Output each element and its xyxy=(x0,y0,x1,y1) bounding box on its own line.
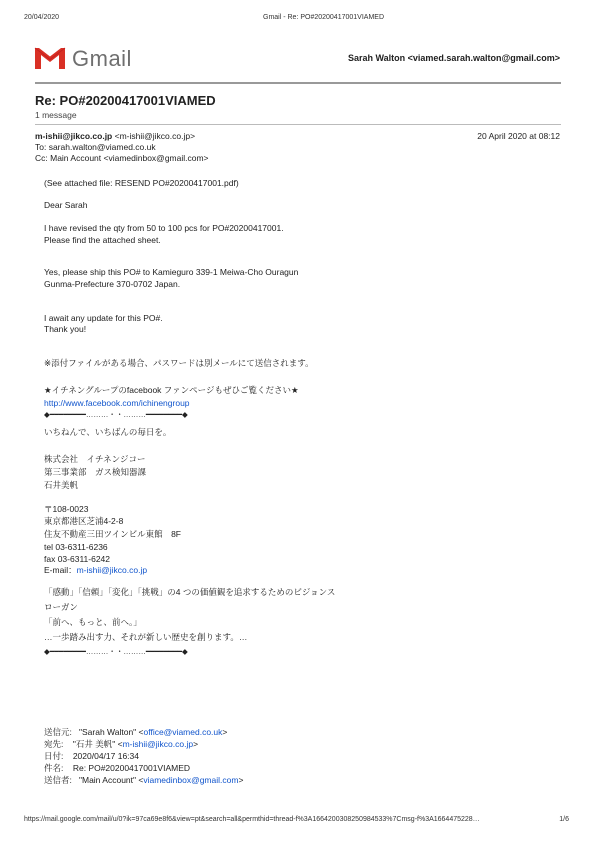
quoted-from xyxy=(44,726,227,738)
quoted-label: 送信者: xyxy=(44,775,72,785)
quoted-tail: > xyxy=(193,739,199,749)
subject-divider xyxy=(35,124,561,125)
recipient-cc: Cc: Main Account <viamedinbox@gmail.com> xyxy=(35,153,209,163)
postal-code: 〒108-0023 xyxy=(44,504,89,514)
company-name: 株式会社 イチネンジコー xyxy=(44,454,146,464)
address-line: 東京都港区芝浦4-2-8 xyxy=(44,516,124,526)
quoted-label: 宛先: xyxy=(44,739,64,749)
body-line: I have revised the qty from 50 to 100 pcs for PO#20200417001. xyxy=(44,223,284,233)
print-date: 20/04/2020 xyxy=(24,14,60,21)
body-line: I await any update for this PO#. xyxy=(44,313,163,323)
password-note: ※添付ファイルがある場合、パスワードは別メールにて送信されます。 xyxy=(44,358,314,368)
body-line: Gunma-Prefecture 370-0702 Japan. xyxy=(44,279,181,289)
greeting: Dear Sarah xyxy=(44,200,88,210)
recipient-to: To: sarah.walton@viamed.co.uk xyxy=(35,142,156,152)
quoted-link[interactable]: office@viamed.co.uk xyxy=(143,727,223,737)
divider-line: ◆━━━━━━━━………・・………━━━━━━━━◆ xyxy=(44,410,188,419)
phone: tel 03-6311-6236 xyxy=(44,542,108,552)
attachment-note: (See attached file: RESEND PO#20200417001.pdf) xyxy=(44,178,239,188)
slogan: いちねんで、いちばんの毎日を。 xyxy=(44,427,172,437)
department: 第三事業部 ガス検知器課 xyxy=(44,467,147,477)
quoted-date xyxy=(44,750,139,762)
message-count: 1 message xyxy=(35,110,77,120)
thread-subject: Re: PO#20200417001VIAMED xyxy=(35,93,216,108)
quoted-value: "Main Account" < xyxy=(78,775,144,785)
quoted-tail: > xyxy=(238,775,244,785)
body-line: Thank you! xyxy=(44,324,87,334)
divider-line: ◆━━━━━━━━………・・………━━━━━━━━◆ xyxy=(44,647,188,656)
quoted-link[interactable]: m-ishii@jikco.co.jp xyxy=(122,739,194,749)
quoted-to xyxy=(44,738,198,750)
quoted-sender xyxy=(44,774,243,786)
page-number: 1/6 xyxy=(559,816,569,823)
vision-line: ローガン xyxy=(44,602,78,612)
quoted-subject xyxy=(44,762,190,774)
motto-sub: …一歩踏み出す力、それが新しい歴史を創ります。… xyxy=(44,632,248,642)
quoted-label: 送信元: xyxy=(44,727,72,737)
motto: 「前へ、もっと、前へ。」 xyxy=(44,617,142,627)
sender-address: <m-ishii@jikco.co.jp> xyxy=(114,131,196,141)
quoted-value: 2020/04/17 16:34 xyxy=(72,751,140,761)
quoted-value: "Sarah Walton" < xyxy=(78,727,144,737)
quoted-tail: > xyxy=(222,727,228,737)
email-label: E-mail： xyxy=(44,565,77,575)
print-title: Gmail - Re: PO#20200417001VIAMED xyxy=(263,14,385,21)
email-link[interactable]: m-ishii@jikco.co.jp xyxy=(76,565,148,575)
print-url: https://mail.google.com/mail/u/0?ik=97ca69e8f6&view=pt&search=all&permthid=thread-f%3A1664200308250984533%7Cmsg-f%3A1664475228… xyxy=(24,816,480,823)
sender xyxy=(35,131,195,141)
body-line: Yes, please ship this PO# to Kamieguro 339-1 Meiwa-Cho Ouragun xyxy=(44,267,299,277)
header-divider xyxy=(35,82,561,84)
quoted-value: "石井 美帆" < xyxy=(72,739,123,749)
facebook-link[interactable]: http://www.facebook.com/ichinengroup xyxy=(44,398,190,408)
quoted-link[interactable]: viamedinbox@gmail.com xyxy=(143,775,239,785)
quoted-value: Re: PO#20200417001VIAMED xyxy=(72,763,191,773)
message-date: 20 April 2020 at 08:12 xyxy=(477,131,560,141)
fax: fax 03-6311-6242 xyxy=(44,554,111,564)
address-line: 住友不動産三田ツインビル東館 8F xyxy=(44,529,181,539)
sender-name: m-ishii@jikco.co.jp xyxy=(35,131,113,141)
gmail-wordmark: Gmail xyxy=(72,46,132,71)
quoted-label: 件名: xyxy=(44,763,64,773)
body-line: Please find the attached sheet. xyxy=(44,235,161,245)
facebook-note: ★イチネングループのfacebook ファンページもぜひご覧ください★ xyxy=(44,385,299,395)
person-name: 石井美帆 xyxy=(44,480,79,490)
email-line xyxy=(44,564,147,576)
account-email: Sarah Walton <viamed.sarah.walton@gmail.com> xyxy=(347,53,560,63)
vision-line: 「感動」「信頼」「変化」「挑戦」の4 つの価値観を追求するためのビジョンス xyxy=(44,587,336,597)
quoted-label: 日付: xyxy=(44,751,64,761)
